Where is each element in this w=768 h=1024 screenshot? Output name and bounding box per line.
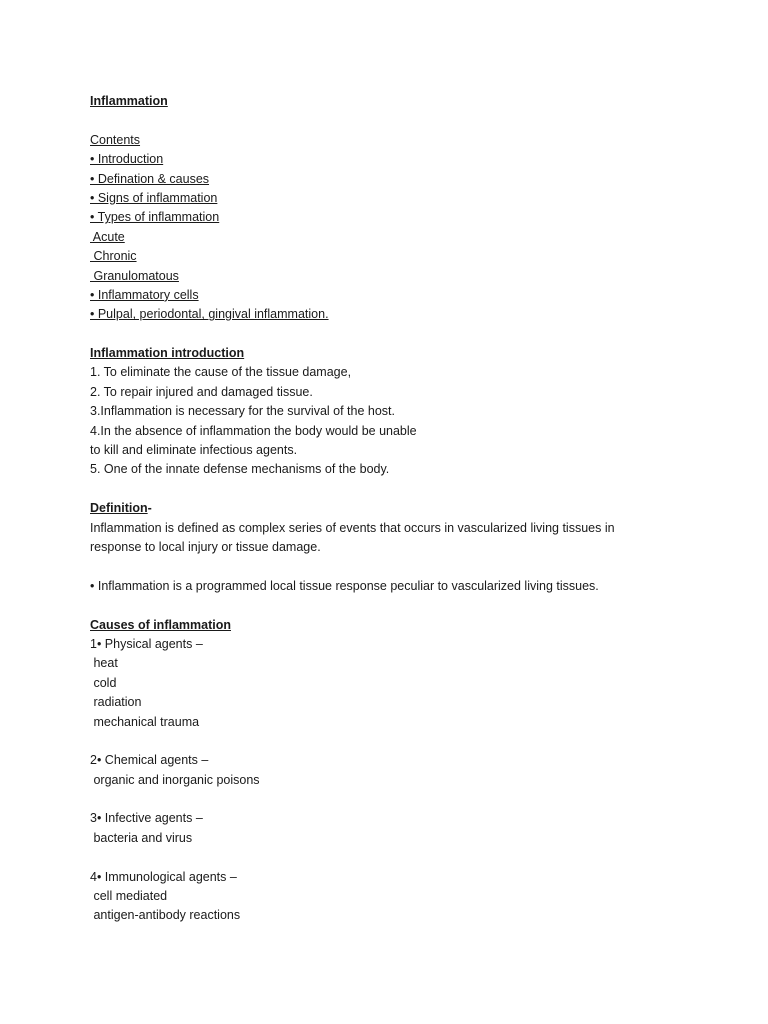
introduction-line-5: to kill and eliminate infectious agents. [90,443,298,458]
causes-item: cell mediated [90,889,168,904]
contents-item-pulpal: • Pulpal, periodontal, gingival inflammation. [90,307,329,322]
spacer [90,111,690,130]
introduction-line-3: 3.Inflammation is necessary for the survival of the host. [90,404,395,419]
contents-item-definition-causes: • Defination & causes [90,171,210,186]
introduction-line-1: 1. To eliminate the cause of the tissue damage, [90,365,352,380]
contents-section [90,131,690,325]
spacer [90,325,690,344]
contents-item-inflammatory-cells: • Inflammatory cells [90,287,199,302]
spacer [90,480,690,499]
causes-group-infective-label: 3• Infective agents – [90,811,203,826]
causes-item: radiation [90,695,142,710]
spacer [90,557,690,576]
contents-heading: Contents [90,132,141,147]
causes-section [90,616,690,926]
causes-item: bacteria and virus [90,830,193,845]
introduction-line-2: 2. To repair injured and damaged tissue. [90,384,313,399]
causes-item: heat [90,656,118,671]
causes-group-immunological-label: 4• Immunological agents – [90,869,237,884]
contents-item-chronic: Chronic [90,249,137,264]
definition-section [90,499,690,596]
introduction-section [90,344,690,480]
causes-group-physical-label: 1• Physical agents – [90,636,203,651]
spacer [90,732,690,751]
causes-item: mechanical trauma [90,714,200,729]
introduction-line-6: 5. One of the innate defense mechanisms of the body. [90,462,390,477]
causes-item: organic and inorganic poisons [90,772,260,787]
contents-item-types: • Types of inflammation [90,210,220,225]
introduction-heading: Inflammation introduction [90,346,245,361]
definition-heading-line [90,499,690,518]
causes-group-chemical-label: 2• Chemical agents – [90,753,209,768]
contents-item-introduction: • Introduction [90,152,164,167]
spacer [90,790,690,809]
causes-item: cold [90,675,117,690]
definition-paragraph-2: • Inflammation is a programmed local tissue response peculiar to vascularized living tissues. [90,578,599,593]
contents-item-granulomatous: Granulomatous [90,268,179,283]
definition-paragraph-1-line-1: Inflammation is defined as complex series of events that occurs in vascularized living tissues in [90,520,615,535]
document-page [90,92,690,926]
definition-paragraph-1-line-2: response to local injury or tissue damage. [90,539,321,554]
contents-item-acute: Acute [90,229,125,244]
spacer [90,848,690,867]
causes-heading: Causes of inflammation [90,617,231,632]
causes-item: antigen-antibody reactions [90,908,241,923]
definition-heading: Definition [90,501,148,516]
introduction-line-4: 4.In the absence of inflammation the body would be unable [90,423,417,438]
spacer [90,596,690,615]
definition-dash: - [147,501,152,516]
contents-item-signs: • Signs of inflammation [90,190,218,205]
document-title: Inflammation [90,94,168,108]
